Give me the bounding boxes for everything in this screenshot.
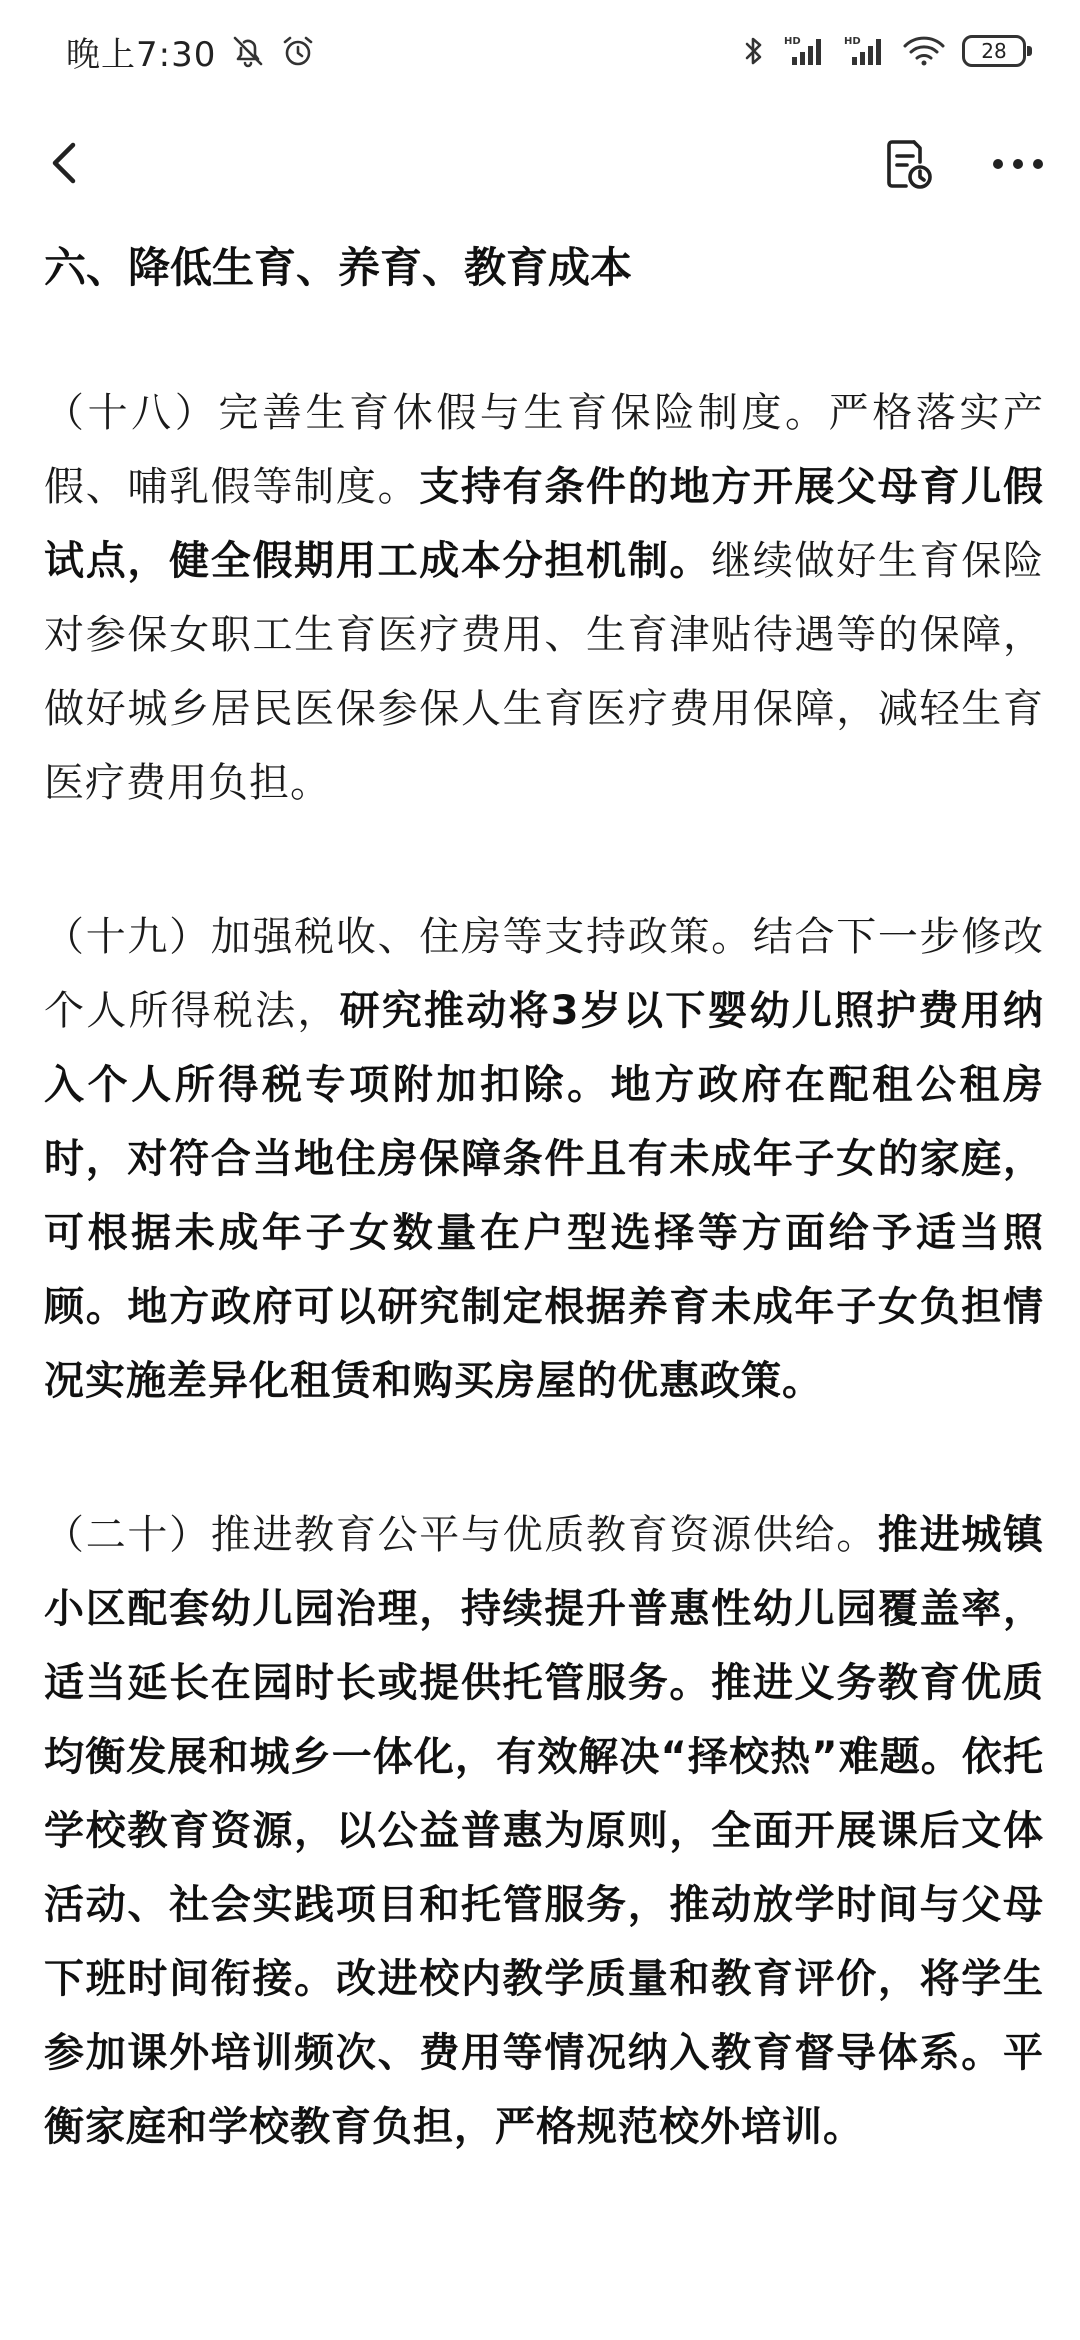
battery-icon	[962, 35, 1026, 67]
paragraph-text: 继续做好生育保险对参保女职工生育医疗费用、生育津贴待遇等的保障，做好城乡居民医保参保人生育医疗费用保障，减轻生育医疗费用负担。	[44, 538, 1045, 806]
chevron-left-icon	[45, 139, 85, 191]
back-button[interactable]	[30, 130, 100, 200]
reading-history-button[interactable]	[872, 130, 944, 202]
mute-icon	[230, 33, 266, 69]
signal-hd-icon	[842, 33, 886, 69]
paragraph-20	[44, 1498, 1044, 2164]
paragraph-text: （二十）推进教育公平与优质教育资源供给。	[44, 1512, 878, 1558]
status-left	[66, 26, 316, 76]
article-content	[44, 228, 1044, 2164]
wifi-icon	[902, 33, 946, 69]
status-bar	[0, 0, 1080, 100]
more-button[interactable]	[982, 130, 1054, 202]
battery-level: 28	[981, 39, 1007, 63]
nav-bar	[0, 100, 1080, 230]
paragraph-text: （十九）加强税收、住房等支持政策。结合下一步修改个人所得税法，	[44, 914, 1044, 1034]
alarm-icon	[280, 33, 316, 69]
reading-history-icon	[878, 134, 938, 198]
paragraph-text: （十八）完善生育休假与生育保险制度。严格落实产假、哺乳假等制度。	[44, 390, 1044, 510]
svg-text:HD: HD	[844, 36, 861, 47]
paragraph-bold-text: 推进城镇小区配套幼儿园治理，持续提升普惠性幼儿园覆盖率，适当延长在园时长或提供托管服务。推进义务教育优质均衡发展和城乡一体化，有效解决“择校热”难题。依托学校教育资源，以公益普惠为原则，全面开展课后文体活动、社会实践项目和托管服务，推动放学时间与父母下班时间衔接。改进校内教学质量和教育评价，将学生参加课外培训频次、费用等情况纳入教育督导体系。平衡家庭和学校教育负担，严格规范校外培训。	[44, 1512, 1045, 2150]
svg-text:HD: HD	[784, 36, 801, 47]
status-right	[742, 26, 1026, 76]
section-heading: 六、降低生育、养育、教育成本	[44, 243, 633, 292]
paragraph-bold-text: 支持有条件的地方开展父母育儿假试点，健全假期用工成本分担机制。	[44, 464, 1045, 584]
paragraph-19	[44, 900, 1044, 1418]
signal-hd-icon	[782, 33, 826, 69]
paragraph-18	[44, 376, 1044, 820]
status-time: 晚上7:30	[66, 34, 217, 75]
more-dots-icon	[990, 154, 1046, 178]
paragraph-bold-text: 研究推动将3岁以下婴幼儿照护费用纳入个人所得税专项附加扣除。地方政府在配租公租房时，对符合当地住房保障条件且有未成年子女的家庭，可根据未成年子女数量在户型选择等方面给予适当照顾。地方政府可以研究制定根据养育未成年子女负担情况实施差异化租赁和购买房屋的优惠政策。	[44, 988, 1044, 1404]
bluetooth-icon	[742, 33, 766, 69]
